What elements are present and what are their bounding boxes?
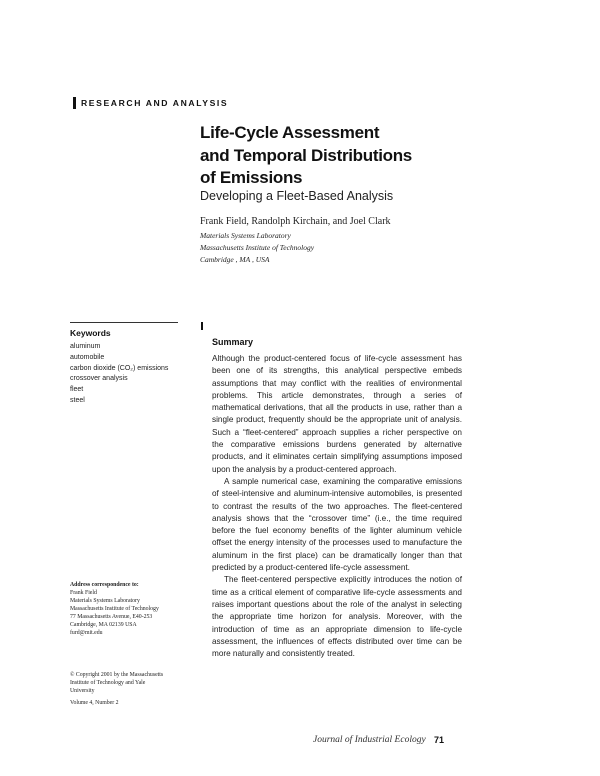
correspondence-email[interactable]: furd@mit.edu bbox=[70, 630, 103, 636]
correspondence-line: Massachusetts Institute of Technology bbox=[70, 606, 159, 612]
summary-paragraph: The fleet-centered perspective explicitly introduces the notion of time as a critical element of comparative life-cycle assessments and raises important questions about the role of the analyst in selecting the appropriate time horizon for analysis. Moreover, with the introduction of time as an appropriate dimension to life-cycle assessment, the influences of effects distributed over time can be more naturally and consistently treated. bbox=[212, 575, 462, 659]
correspondence-line: Materials Systems Laboratory bbox=[70, 598, 140, 604]
correspondence-title: Address correspondence to: bbox=[70, 582, 139, 588]
summary-paragraph: Although the product-centered focus of life-cycle assessment has been one of its strengths, this analytical perspective embeds assumptions that may conflict with the realities of environmental problems. This article demonstrates, through a series of mathematical derivations, that all the products in use, rather than a single product, frequently should be the appropriate unit of analysis. Such a “fleet-centered” approach supplies a richer perspective on the comparative emissions burdens generated by alternative products, and it eliminates certain simplifying assumptions imposed upon the analysis by a product-centered approach. bbox=[212, 354, 462, 474]
affiliation-location: Cambridge , MA , USA bbox=[200, 255, 270, 264]
copyright-line: © Copyright 2001 by the Massachusetts bbox=[70, 672, 164, 678]
authors: Frank Field, Randolph Kirchain, and Joel Clark bbox=[200, 216, 391, 227]
article-title bbox=[200, 122, 460, 190]
summary-heading: Summary bbox=[212, 337, 254, 347]
title-line-2: and Temporal Distributions bbox=[200, 145, 412, 165]
copyright-line: Institute of Technology and Yale bbox=[70, 680, 146, 686]
keyword-item: steel bbox=[70, 396, 85, 404]
keywords-list bbox=[70, 342, 168, 407]
title-line-3: of Emissions bbox=[200, 168, 303, 187]
article-subtitle: Developing a Fleet-Based Analysis bbox=[200, 189, 394, 203]
volume-number: Volume 4, Number 2 bbox=[70, 700, 119, 706]
page-number: 71 bbox=[434, 735, 445, 745]
copyright-line: University bbox=[70, 688, 95, 694]
correspondence-address bbox=[70, 581, 188, 637]
correspondence-line: Cambridge, MA 02139 USA bbox=[70, 622, 137, 628]
correspondence-line: 77 Massachusetts Avenue, E40-253 bbox=[70, 614, 153, 620]
affiliation-lab: Materials Systems Laboratory bbox=[200, 231, 291, 240]
keyword-item: automobile bbox=[70, 353, 105, 361]
keywords-rule bbox=[70, 322, 178, 323]
keyword-item: fleet bbox=[70, 386, 84, 394]
keywords-title: Keywords bbox=[70, 328, 111, 338]
correspondence-line: Frank Field bbox=[70, 590, 97, 596]
journal-name: Journal of Industrial Ecology bbox=[313, 735, 426, 745]
summary-paragraph: A sample numerical case, examining the comparative emissions of steel-intensive and aluminum-intensive automobiles, is presented to contrast the results of the two approaches. The fleet-centered analysis shows that the “crossover time” (i.e., the time required before the fuel economy benefits of the lighter aluminum vehicle offset the energy intensity of the processes used to manufacture the aluminum in the first place) can be dramatically longer than that predicted by a product-centered life-cycle assessment. bbox=[212, 476, 462, 573]
keyword-item: aluminum bbox=[70, 343, 101, 350]
section-marker-bar bbox=[73, 97, 76, 109]
summary-marker-bar bbox=[201, 322, 203, 330]
keyword-item: crossover analysis bbox=[70, 375, 128, 383]
section-label: RESEARCH AND ANALYSIS bbox=[81, 98, 229, 108]
affiliation-institute: Massachusetts Institute of Technology bbox=[200, 243, 315, 252]
keyword-item: carbon dioxide (CO₂) emissions bbox=[70, 364, 169, 372]
copyright-notice bbox=[70, 671, 188, 695]
summary-body bbox=[212, 353, 462, 660]
title-line-1: Life-Cycle Assessment bbox=[200, 123, 380, 142]
